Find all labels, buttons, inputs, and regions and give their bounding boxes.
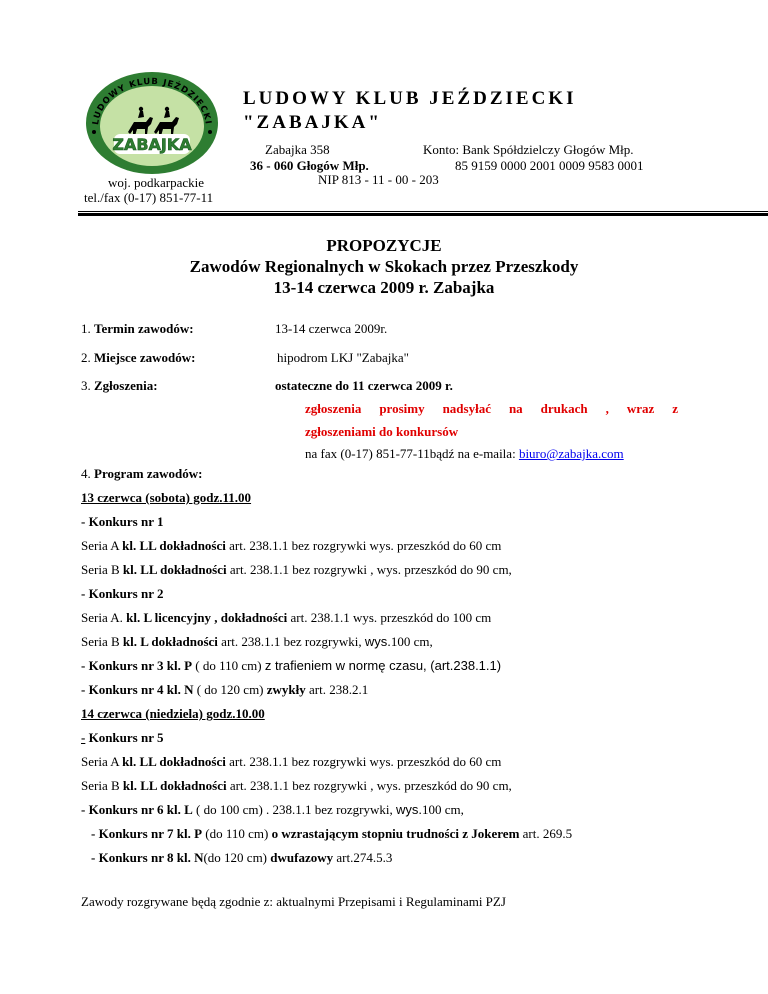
region: woj. podkarpackie	[108, 175, 205, 190]
konkurs-2-seria-b: Seria B kl. L dokładności art. 238.1.1 bez rozgrywki, wys.100 cm,	[81, 634, 433, 649]
konkurs-5-seria-a: Seria A kl. LL dokładności art. 238.1.1 bez rozgrywki wys. przeszkód do 60 cm	[81, 754, 502, 769]
konkurs-5-seria-b: Seria B kl. LL dokładności art. 238.1.1 bez rozgrywki , wys. przeszkód do 90 cm,	[81, 778, 512, 793]
item-termin-label: 1. Termin zawodów:	[81, 321, 194, 336]
doc-subtitle: Zawodów Regionalnych w Skokach przez Przeszkody	[189, 257, 579, 276]
konkurs-6: - Konkurs nr 6 kl. L ( do 100 cm) . 238.1.1 bez rozgrywki, wys.100 cm,	[81, 802, 464, 817]
item-miejsce-label: 2. Miejsce zawodów:	[81, 350, 196, 365]
konkurs-1-seria-b: Seria B kl. LL dokładności art. 238.1.1 bez rozgrywki , wys. przeszkód do 90 cm,	[81, 562, 512, 577]
konkurs-1-seria-a: Seria A kl. LL dokładności art. 238.1.1 bez rozgrywki wys. przeszkód do 60 cm	[81, 538, 502, 553]
item-miejsce-value: hipodrom LKJ "Zabajka"	[277, 350, 409, 365]
item-zgloszenia-label: 3. Zgłoszenia:	[81, 378, 158, 393]
konkurs-8: - Konkurs nr 8 kl. N(do 120 cm) dwufazowy art.274.5.3	[91, 850, 393, 865]
konkurs-3: - Konkurs nr 3 kl. P ( do 110 cm) z trafieniem w normę czasu, (art.238.1.1)	[81, 658, 502, 673]
fax-text: na fax (0-17) 851-77-11bądź na e-maila:	[305, 446, 519, 461]
konkurs-5-heading: - Konkurs nr 5	[81, 730, 164, 745]
regulations-note: Zawody rozgrywane będą zgodnie z: aktualnymi Przepisami i Regulaminami PZJ	[81, 894, 506, 909]
konkurs-2-heading: - Konkurs nr 2	[81, 586, 164, 601]
registration-note: zgłoszenia prosimy nadsyłać na drukach , wraz z	[305, 401, 679, 416]
phone-fax: tel./fax (0-17) 851-77-11	[84, 190, 214, 205]
email-link[interactable]: biuro@zabajka.com	[518, 446, 624, 461]
konkurs-4: - Konkurs nr 4 kl. N ( do 120 cm) zwykły art. 238.2.1	[81, 682, 369, 697]
address-line1: Zabajka 358	[265, 142, 330, 157]
logo-badge-text: ZABAJKA	[112, 135, 192, 154]
item-program-label: 4. Program zawodów:	[81, 466, 203, 481]
doc-date-place: 13-14 czerwca 2009 r. Zabajka	[273, 278, 495, 297]
club-name-line1: LUDOWY KLUB JEŹDZIECKI	[243, 88, 577, 109]
contact-line	[305, 445, 624, 462]
horse-riders-icon	[84, 70, 220, 176]
logo-ring-text: LUDOWY KLUB JEŹDZIECKI	[91, 76, 213, 126]
day2-heading: 14 czerwca (niedziela) godz.10.00	[81, 706, 265, 721]
konkurs-7: - Konkurs nr 7 kl. P (do 110 cm) o wzrastającym stopniu trudności z Jokerem art. 269.5	[91, 826, 573, 841]
doc-title: PROPOZYCJE	[326, 236, 442, 255]
header-divider-thin	[78, 211, 768, 212]
item-zgloszenia-value: ostateczne do 11 czerwca 2009 r.	[275, 378, 453, 393]
club-logo	[84, 70, 220, 176]
konkurs-1-heading: - Konkurs nr 1	[81, 514, 164, 529]
bank-line1: Konto: Bank Spółdzielczy Głogów Młp.	[423, 142, 634, 157]
header-divider-thick	[78, 213, 768, 216]
address-line2: 36 - 060 Głogów Młp.	[250, 158, 369, 173]
day1-heading: 13 czerwca (sobota) godz.11.00	[81, 490, 252, 505]
club-name	[243, 87, 576, 135]
nip-number: NIP 813 - 11 - 00 - 203	[318, 172, 439, 187]
registration-note-line2: zgłoszeniami do konkursów	[305, 424, 459, 439]
club-name-line2: "ZABAJKA"	[243, 112, 382, 133]
konkurs-2-seria-a: Seria A. kl. L licencyjny , dokładności art. 238.1.1 wys. przeszkód do 100 cm	[81, 610, 492, 625]
item-termin-value: 13-14 czerwca 2009r.	[275, 321, 388, 336]
bank-account: 85 9159 0000 2001 0009 9583 0001	[455, 158, 644, 173]
